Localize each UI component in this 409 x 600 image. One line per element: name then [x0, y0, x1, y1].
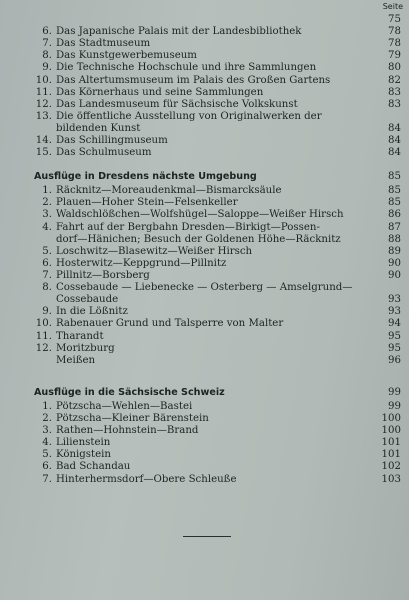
- toc-entry[interactable]: [34, 222, 401, 234]
- toc-entry[interactable]: [34, 449, 401, 461]
- entry-number: 14.: [35, 135, 52, 146]
- entry-number: 8.: [42, 50, 52, 61]
- entry-page-number: 102: [381, 461, 401, 472]
- entry-title: Das Stadtmuseum: [56, 38, 151, 49]
- entry-page-number: 93: [388, 306, 401, 317]
- toc-entry[interactable]: [34, 258, 401, 270]
- entry-page-number: 79: [388, 50, 401, 61]
- toc-entry[interactable]: [34, 87, 401, 99]
- entry-page-number: 95: [388, 343, 401, 354]
- entry-page-number: 82: [388, 75, 401, 86]
- entry-title: Meißen: [56, 355, 96, 366]
- entry-number: 7.: [42, 38, 52, 49]
- entry-page-number: 80: [388, 62, 401, 73]
- entry-title: Pötzscha—Kleiner Bärenstein: [56, 413, 209, 424]
- toc-entry[interactable]: [34, 401, 401, 413]
- entry-title: Cossebaude: [56, 294, 119, 305]
- toc-entry[interactable]: [34, 318, 401, 330]
- entry-title: Das Schulmuseum: [56, 147, 152, 158]
- entry-page-number: 94: [388, 318, 401, 329]
- entry-title: Die Technische Hochschule und ihre Sammlungen: [56, 62, 317, 73]
- entry-title: Rathen—Hohnstein—Brand: [56, 425, 199, 436]
- toc-entry[interactable]: [34, 185, 401, 197]
- entry-page-number: 85: [388, 197, 401, 208]
- entry-title: Waldschlößchen—Wolfshügel—Saloppe—Weißer Hirsch: [56, 209, 344, 220]
- entry-page-number: 84: [388, 147, 401, 158]
- entry-page-number: 99: [388, 401, 401, 412]
- section-page-number: 99: [388, 387, 401, 398]
- entry-title: Räcknitz—Moreaudenkmal—Bismarcksäule: [56, 185, 282, 196]
- entry-title: Die öffentliche Ausstellung von Originalwerken der: [56, 111, 322, 122]
- entry-number: 3.: [42, 209, 52, 220]
- entry-title: Das Altertumsmuseum im Palais des Großen Gartens: [56, 75, 331, 86]
- entry-page-number: 101: [381, 449, 401, 460]
- entry-number: 7.: [42, 474, 52, 485]
- toc-entry[interactable]: [34, 437, 401, 449]
- entry-page-number: 103: [381, 474, 401, 485]
- entry-page-number: 78: [388, 38, 401, 49]
- entry-title: Pillnitz—Borsberg: [56, 270, 150, 281]
- entry-number: 6.: [42, 26, 52, 37]
- entry-title: Plauen—Hoher Stein—Felsenkeller: [56, 197, 238, 208]
- entry-number: 13.: [35, 111, 52, 122]
- entry-page-number: 78: [388, 26, 401, 37]
- entry-page-number: 84: [388, 135, 401, 146]
- toc-entry[interactable]: [34, 38, 401, 50]
- entry-number: 10.: [35, 318, 52, 329]
- entry-number: 5.: [42, 246, 52, 257]
- toc-entry[interactable]: [34, 306, 401, 318]
- toc-entry[interactable]: [34, 234, 401, 246]
- section-title: Ausflüge in Dresdens nächste Umgebung: [34, 171, 257, 182]
- entry-number: 11.: [35, 331, 52, 342]
- entry-number: 6.: [42, 258, 52, 269]
- entry-title: Loschwitz—Blasewitz—Weißer Hirsch: [56, 246, 253, 257]
- entry-number: 12.: [35, 99, 52, 110]
- entry-number: 1.: [42, 185, 52, 196]
- toc-entry[interactable]: [34, 26, 401, 38]
- entry-page-number: 100: [381, 413, 401, 424]
- entry-page-number: 101: [381, 437, 401, 448]
- entry-page-number: 90: [388, 258, 401, 269]
- toc-entry[interactable]: [34, 197, 401, 209]
- entry-page-number: 83: [388, 87, 401, 98]
- entry-title: Rabenauer Grund und Talsperre von Malter: [56, 318, 284, 329]
- entry-page-number: 88: [388, 234, 401, 245]
- page-column-header: Seite: [382, 2, 403, 11]
- entry-number: 4.: [42, 222, 52, 233]
- toc-entry[interactable]: [34, 123, 401, 135]
- toc-entry[interactable]: [34, 62, 401, 74]
- section-title: Ausflüge in die Sächsische Schweiz: [34, 387, 225, 398]
- entry-page-number: 86: [388, 209, 401, 220]
- entry-title: Hosterwitz—Keppgrund—Pillnitz: [56, 258, 227, 269]
- entry-title: Pötzscha—Wehlen—Bastei: [56, 401, 193, 412]
- entry-page-number: 89: [388, 246, 401, 257]
- entry-number: 10.: [35, 75, 52, 86]
- toc-entry[interactable]: [34, 50, 401, 62]
- end-divider: [183, 536, 231, 537]
- entry-title: Fahrt auf der Bergbahn Dresden—Birkigt—Possen-: [56, 222, 320, 233]
- entry-number: 8.: [42, 282, 52, 293]
- entry-page-number: 85: [388, 185, 401, 196]
- toc-entry[interactable]: [34, 75, 401, 87]
- toc-entry[interactable]: [34, 294, 401, 306]
- entry-number: 9.: [42, 306, 52, 317]
- entry-number: 15.: [35, 147, 52, 158]
- entry-title: Königstein: [56, 449, 111, 460]
- entry-title: Cossebaude — Liebenecke — Osterberg — Amselgrund—: [56, 282, 353, 293]
- entry-number: 4.: [42, 437, 52, 448]
- toc-entry[interactable]: [34, 461, 401, 473]
- entry-title: Lilienstein: [56, 437, 111, 448]
- toc-entry[interactable]: [34, 331, 401, 343]
- entry-title: Das Körnerhaus und seine Sammlungen: [56, 87, 264, 98]
- toc-entry[interactable]: [34, 270, 401, 282]
- toc-entry[interactable]: [34, 355, 401, 367]
- entry-number: 12.: [35, 343, 52, 354]
- toc-entry[interactable]: [34, 209, 401, 221]
- entry-page-number: 100: [381, 425, 401, 436]
- entry-title: Hinterhermsdorf—Obere Schleuße: [56, 474, 237, 485]
- toc-entry[interactable]: [34, 474, 401, 486]
- entry-number: 5.: [42, 449, 52, 460]
- toc-entry[interactable]: [34, 14, 401, 26]
- entry-title: bildenden Kunst: [56, 123, 141, 134]
- entry-number: 1.: [42, 401, 52, 412]
- entry-number: 2.: [42, 413, 52, 424]
- entry-page-number: 96: [388, 355, 401, 366]
- entry-number: 3.: [42, 425, 52, 436]
- entry-page-number: 84: [388, 123, 401, 134]
- entry-page-number: 95: [388, 331, 401, 342]
- toc-entry[interactable]: [34, 413, 401, 425]
- entry-number: 2.: [42, 197, 52, 208]
- toc-entry[interactable]: [34, 343, 401, 355]
- section-page-number: 85: [388, 171, 401, 182]
- entry-title: Das Schillingmuseum: [56, 135, 168, 146]
- entry-number: 7.: [42, 270, 52, 281]
- entry-title: Tharandt: [56, 331, 104, 342]
- entry-title: In die Lößnitz: [56, 306, 128, 317]
- toc-entry[interactable]: [34, 99, 401, 111]
- entry-title: Das Kunstgewerbemuseum: [56, 50, 197, 61]
- toc-entry[interactable]: [34, 425, 401, 437]
- toc-entry[interactable]: [34, 135, 401, 147]
- toc-entry[interactable]: [34, 111, 401, 123]
- toc-entry[interactable]: [34, 147, 401, 159]
- toc-entry[interactable]: [34, 282, 401, 294]
- entry-title: Das Landesmuseum für Sächsische Volkskunst: [56, 99, 298, 110]
- entry-page-number: 90: [388, 270, 401, 281]
- entry-title: dorf—Hänichen; Besuch der Goldenen Höhe—Räcknitz: [56, 234, 341, 245]
- entry-title: Moritzburg: [56, 343, 115, 354]
- entry-page-number: 83: [388, 99, 401, 110]
- entry-number: 9.: [42, 62, 52, 73]
- entry-page-number: 87: [388, 222, 401, 233]
- entry-number: 6.: [42, 461, 52, 472]
- entry-title: Bad Schandau: [56, 461, 131, 472]
- entry-page-number: 93: [388, 294, 401, 305]
- entry-number: 11.: [35, 87, 52, 98]
- entry-page-number: 75: [388, 14, 401, 25]
- entry-title: Das Japanische Palais mit der Landesbibliothek: [56, 26, 302, 37]
- toc-entry[interactable]: [34, 246, 401, 258]
